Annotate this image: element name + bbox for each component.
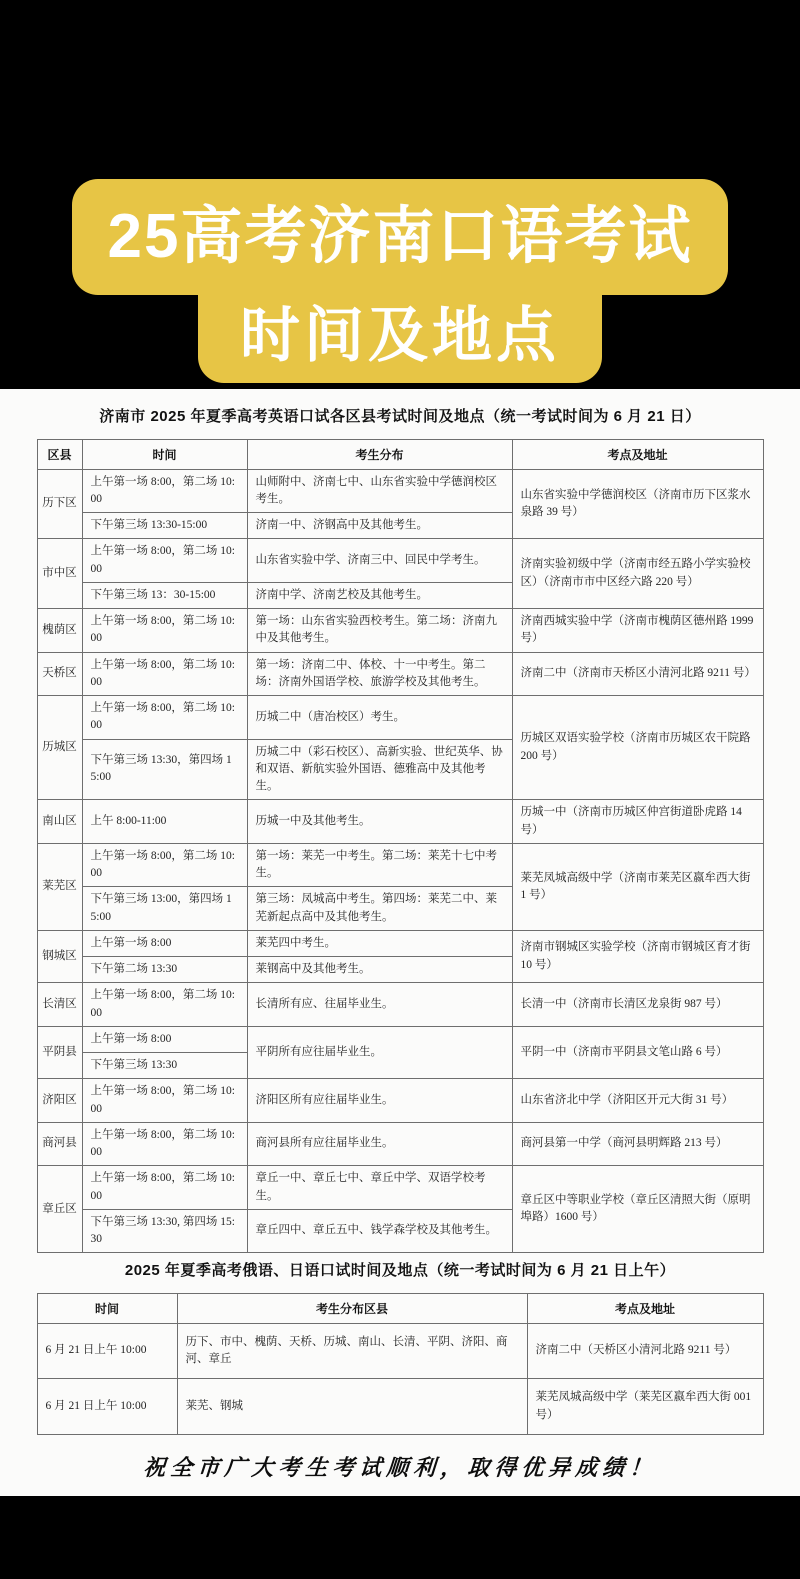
english-table-title: 济南市 2025 年夏季高考英语口试各区县考试时间及地点（统一考试时间为 6 月 21 日） [99,408,701,425]
time-cell: 上午第一场 8:00，第二场 10:00 [82,696,247,740]
venue-cell: 平阴一中（济南市平阴县文笔山路 6 号） [512,1026,763,1079]
time-cell: 上午第一场 8:00 [82,1026,247,1052]
column-header: 考生分布区县 [177,1293,527,1323]
students-cell: 莱钢高中及其他考生。 [247,957,512,983]
time-cell: 下午第三场 13：30-15:00 [82,582,247,608]
district-cell: 长清区 [37,983,82,1027]
table-row [37,539,763,583]
table-row [37,1079,763,1123]
venue-cell: 济南西城实验中学（济南市槐荫区德州路 1999 号） [512,609,763,653]
venue-cell: 莱芜凤城高级中学（济南市莱芜区嬴牟西大街 1 号） [512,843,763,930]
district-cell: 历城区 [37,696,82,800]
table-row [37,1379,763,1435]
table-row [37,800,763,844]
district-cell: 天桥区 [37,652,82,696]
header-row [37,439,763,469]
other-languages-exam-table [37,1293,764,1435]
students-cell: 平阴所有应往届毕业生。 [247,1026,512,1079]
banner-line2: 时间及地点 [198,294,602,383]
time-cell: 上午第一场 8:00，第二场 10:00 [82,1166,247,1210]
time-cell: 上午第一场 8:00，第二场 10:00 [82,1122,247,1166]
venue-cell: 山东省实验中学德润校区（济南市历下区浆水泉路 39 号） [512,469,763,539]
students-cell: 第一场：济南二中、体校、十一中考生。第二场：济南外国语学校、旅游学校及其他考生。 [247,652,512,696]
english-table-body [37,469,763,1253]
column-header: 时间 [82,439,247,469]
table-row [37,1323,763,1379]
students-cell: 章丘四中、章丘五中、钱学森学校及其他考生。 [247,1209,512,1253]
top-black-area [0,0,800,179]
column-header: 考点及地址 [512,439,763,469]
students-cell: 山东省实验中学、济南三中、回民中学考生。 [247,539,512,583]
students-cell: 山师附中、济南七中、山东省实验中学德润校区考生。 [247,469,512,513]
district-cell: 商河县 [37,1122,82,1166]
venue-cell: 商河县第一中学（商河县明辉路 213 号） [512,1122,763,1166]
time-cell: 下午第三场 13:30, 第四场 15:30 [82,1209,247,1253]
time-cell: 下午第三场 13:30，第四场 15:00 [82,739,247,800]
district-cell: 市中区 [37,539,82,609]
table-row [37,1026,763,1052]
banner-line1: 25高考济南口语考试 [72,179,729,295]
district-cell: 历下区 [37,469,82,539]
time-cell: 上午第一场 8:00，第二场 10:00 [82,469,247,513]
venue-cell: 历城区双语实验学校（济南市历城区农干院路 200 号） [512,696,763,800]
venue-cell: 济南实验初级中学（济南市经五路小学实验校区）（济南市市中区经六路 220 号） [512,539,763,609]
venue-cell: 章丘区中等职业学校（章丘区清照大街（原明埠路）1600 号） [512,1166,763,1253]
time-cell: 6 月 21 日上午 10:00 [37,1379,177,1435]
time-cell: 下午第三场 13:00，第四场 15:00 [82,887,247,931]
students-cell: 济阳区所有应往届毕业生。 [247,1079,512,1123]
other-table-body [37,1323,763,1434]
other-languages-table-title: 2025 年夏季高考俄语、日语口试时间及地点（统一考试时间为 6 月 21 日上午） [124,1262,676,1280]
venue-cell: 历城一中（济南市历城区仲宫街道卧虎路 14 号） [512,800,763,844]
table-row [37,652,763,696]
district-cell: 南山区 [37,800,82,844]
column-header: 考生分布 [247,439,512,469]
students-cell: 莱芜四中考生。 [247,930,512,956]
time-cell: 下午第二场 13:30 [82,957,247,983]
table-row [37,609,763,653]
table-row [37,930,763,956]
students-cell: 济南一中、济钢高中及其他考生。 [247,513,512,539]
time-cell: 上午第一场 8:00，第二场 10:00 [82,652,247,696]
students-cell: 第一场：莱芜一中考生。第二场：莱芜十七中考生。 [247,843,512,887]
time-cell: 下午第三场 13:30 [82,1053,247,1079]
other-table-header [37,1293,763,1323]
time-cell: 上午第一场 8:00，第二场 10:00 [82,1079,247,1123]
district-cell: 平阴县 [37,1026,82,1079]
venue-cell: 山东省济北中学（济阳区开元大街 31 号） [512,1079,763,1123]
students-cell: 历城二中（彩石校区）、高新实验、世纪英华、协和双语、新航实验外国语、德雅高中及其他考生。 [247,739,512,800]
students-cell: 章丘一中、章丘七中、章丘中学、双语学校考生。 [247,1166,512,1210]
district-cell: 莱芜区 [37,843,82,930]
students-cell: 历城一中及其他考生。 [247,800,512,844]
district-cell: 钢城区 [37,930,82,983]
district-cell: 槐荫区 [37,609,82,653]
title-banner [0,179,800,383]
venue-cell: 长清一中（济南市长清区龙泉街 987 号） [512,983,763,1027]
district-cell: 章丘区 [37,1166,82,1253]
time-cell: 上午第一场 8:00，第二场 10:00 [82,983,247,1027]
table-row [37,469,763,513]
venue-cell: 济南二中（天桥区小清河北路 9211 号） [527,1323,763,1379]
time-cell: 上午 8:00-11:00 [82,800,247,844]
time-cell: 6 月 21 日上午 10:00 [37,1323,177,1379]
column-header: 区县 [37,439,82,469]
districts-cell: 莱芜、钢城 [177,1379,527,1435]
venue-cell: 济南市钢城区实验学校（济南市钢城区育才街 10 号） [512,930,763,983]
time-cell: 上午第一场 8:00，第二场 10:00 [82,843,247,887]
table-row [37,696,763,740]
students-cell: 长清所有应、往届毕业生。 [247,983,512,1027]
venue-cell: 济南二中（济南市天桥区小清河北路 9211 号） [512,652,763,696]
banner-line2-wrap [0,294,800,383]
time-cell: 上午第一场 8:00，第二场 10:00 [82,539,247,583]
students-cell: 历城二中（唐冶校区）考生。 [247,696,512,740]
header-row [37,1293,763,1323]
venue-cell: 莱芜凤城高级中学（莱芜区嬴牟西大街 001 号） [527,1379,763,1435]
english-exam-table [37,439,764,1254]
students-cell: 商河县所有应往届毕业生。 [247,1122,512,1166]
blessing-text: 祝全市广大考生考试顺利，取得优异成绩！ [142,1454,658,1480]
time-cell: 下午第三场 13:30-15:00 [82,513,247,539]
table-row [37,1166,763,1210]
students-cell: 第一场：山东省实验西校考生。第二场：济南九中及其他考生。 [247,609,512,653]
district-cell: 济阳区 [37,1079,82,1123]
time-cell: 上午第一场 8:00，第二场 10:00 [82,609,247,653]
english-table-header [37,439,763,469]
table-row [37,843,763,887]
districts-cell: 历下、市中、槐荫、天桥、历城、南山、长清、平阴、济阳、商河、章丘 [177,1323,527,1379]
table-row [37,983,763,1027]
column-header: 考点及地址 [527,1293,763,1323]
students-cell: 第三场：凤城高中考生。第四场：莱芜二中、莱芜新起点高中及其他考生。 [247,887,512,931]
column-header: 时间 [37,1293,177,1323]
announcement-sheet [0,389,800,1496]
time-cell: 上午第一场 8:00 [82,930,247,956]
students-cell: 济南中学、济南艺校及其他考生。 [247,582,512,608]
table-row [37,1122,763,1166]
